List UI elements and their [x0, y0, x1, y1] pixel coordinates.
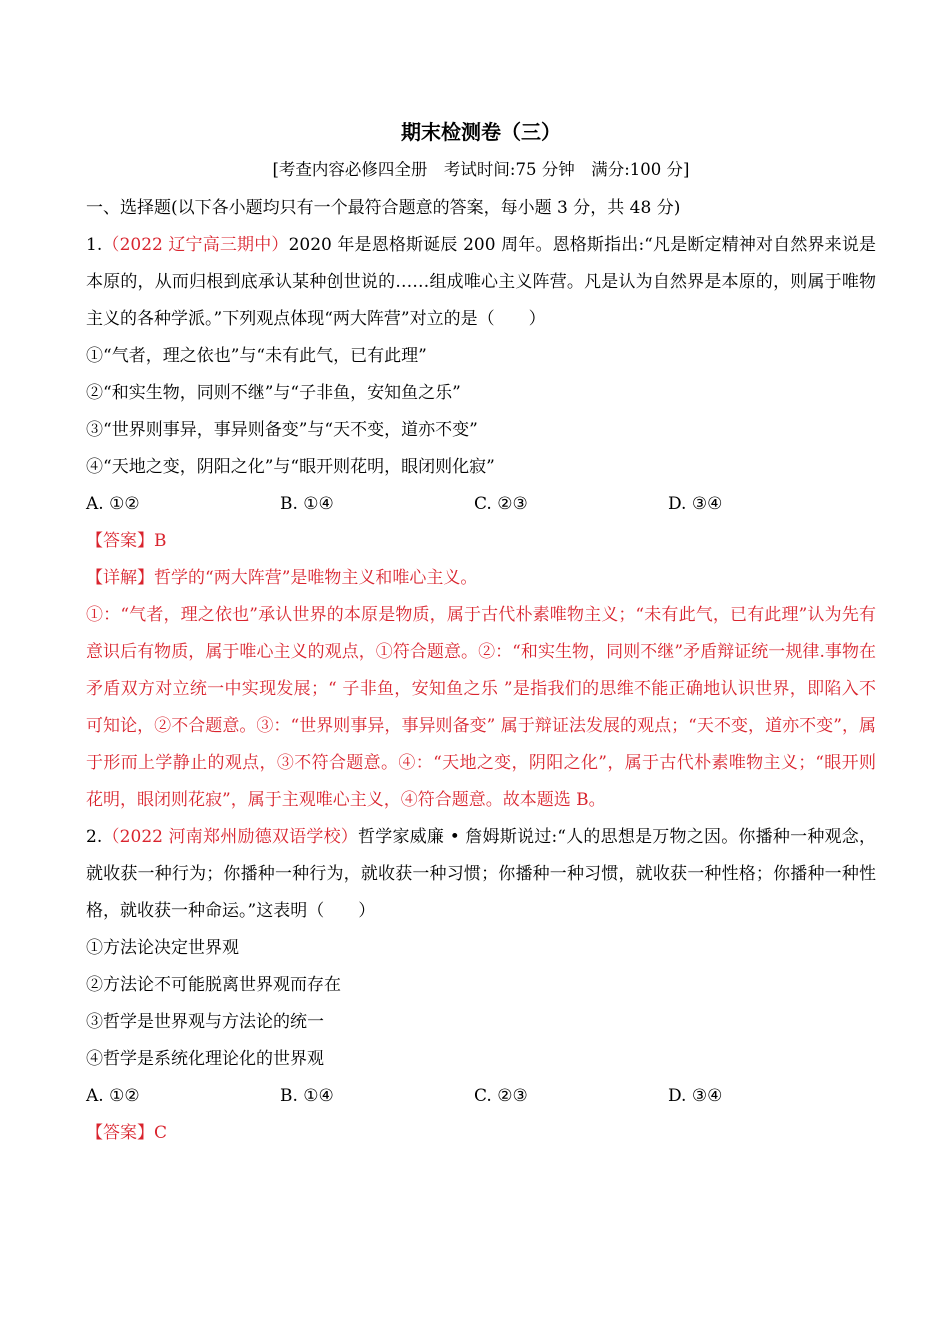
question-2-answer [86, 1115, 876, 1152]
question-2-options [86, 1078, 876, 1115]
question-1-detail-intro [86, 560, 876, 597]
answer-value: B [154, 531, 167, 551]
question-1-answer [86, 523, 876, 560]
option-d: D. ③④ [668, 1086, 723, 1106]
option-d: D. ③④ [668, 494, 723, 514]
option-a: A. ①② [86, 1086, 140, 1106]
statement-item: ④“天地之变，阴阳之化”与“眼开则花明，眼闭则化寂” [86, 457, 495, 477]
statement-item: ①“气者，理之依也”与“未有此气，已有此理” [86, 346, 427, 366]
exam-info: [考查内容必修四全册 考试时间:75 分钟 满分:100 分] [272, 160, 690, 179]
statement-item: ③“世界则事异，事异则备变”与“天不变，道亦不变” [86, 420, 478, 440]
option-c: C. ②③ [474, 1086, 528, 1106]
section-heading: 一、选择题(以下各小题均只有一个最符合题意的答案，每小题 3 分，共 48 分) [86, 198, 681, 218]
statement-item: ④哲学是系统化理论化的世界观 [86, 1049, 324, 1069]
question-number: 1. [86, 235, 103, 255]
option-b: B. ①④ [280, 1086, 334, 1106]
question-1-options [86, 486, 876, 523]
question-source: （2022 河南郑州励德双语学校） [102, 827, 359, 847]
question-text: 哲学家威廉 • 詹姆斯说过:“人的思想是万物之因。你播种一种观念，就收获一种行为；你播种一种行为，就收获一种习惯；你播种一种习惯，就收获一种性格；你播种一种性格，就收获一种命运。”这表明（ ） [86, 827, 876, 921]
statement-item: ①方法论决定世界观 [86, 938, 239, 958]
question-1-detail-body: ①：“气者，理之依也”承认世界的本原是物质，属于古代朴素唯物主义；“未有此气，已有此理”认为先有意识后有物质，属于唯心主义的观点，①符合题意。②：“和实生物，同则不继”矛盾辩证统一规律.事物在矛盾双方对立统一中实现发展；“ 子非鱼，安知鱼之乐 ”是指我们的思维不能正确地认识世界，即陷入不可知论，②不合题意。③：“世界则事异，事异则备变” 属于辩证法发展的观点；“天不变，道亦不变”，属于形而上学静止的观点，③不符合题意。④：“天地之变，阴阳之化”，属于古代朴素唯物主义；“眼开则花明，眼闭则花寂”，属于主观唯心主义，④符合题意。故本题选 B。 [86, 605, 876, 810]
option-c: C. ②③ [474, 494, 528, 514]
question-number: 2. [86, 827, 103, 847]
detail-intro-text: 哲学的“两大阵营”是唯物主义和唯心主义。 [154, 568, 478, 588]
option-b: B. ①④ [280, 494, 334, 514]
question-1-stem [86, 227, 876, 338]
question-source: （2022 辽宁高三期中） [102, 235, 289, 255]
answer-label: 【答案】 [86, 1123, 154, 1143]
statement-item: ③哲学是世界观与方法论的统一 [86, 1012, 324, 1032]
question-2-stem [86, 819, 876, 930]
detail-label: 【详解】 [86, 568, 154, 588]
question-text: 2020 年是恩格斯诞辰 200 周年。恩格斯指出:“凡是断定精神对自然界来说是本原的，从而归根到底承认某种创世说的……组成唯心主义阵营。凡是认为自然界是本原的，则属于唯物主义的各种学派。”下列观点体现“两大阵营”对立的是（ ） [86, 235, 877, 329]
option-a: A. ①② [86, 494, 140, 514]
answer-label: 【答案】 [86, 531, 154, 551]
page-title: 期末检测卷（三） [401, 120, 561, 144]
statement-item: ②“和实生物，同则不继”与“子非鱼，安知鱼之乐” [86, 383, 461, 403]
answer-value: C [154, 1123, 168, 1143]
document-page [86, 118, 876, 1152]
statement-item: ②方法论不可能脱离世界观而存在 [86, 975, 341, 995]
